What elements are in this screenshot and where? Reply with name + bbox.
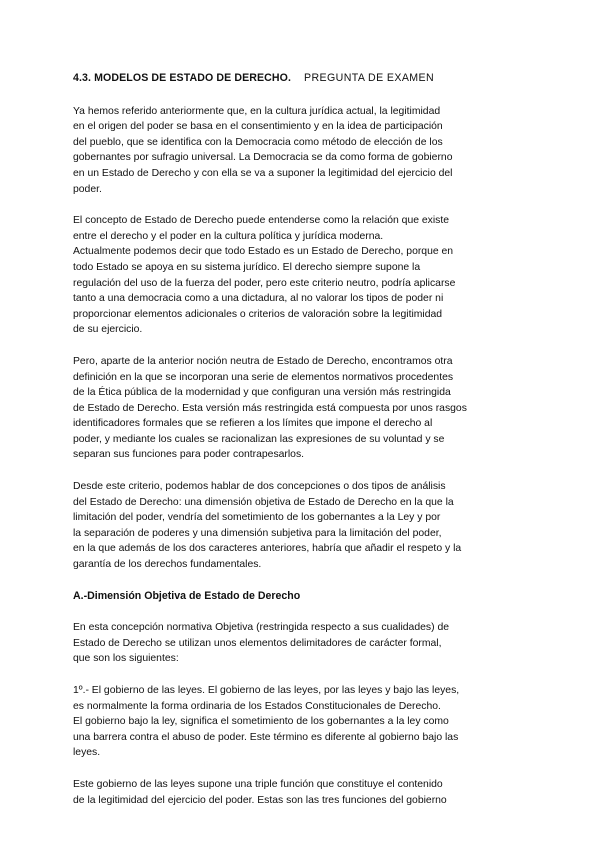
text-line: en la que además de los dos caracteres anteriores, habría que añadir el respeto y la bbox=[73, 543, 462, 555]
document-content bbox=[73, 71, 491, 824]
text-line: poder, y mediante los cuales se racionalizan las expresiones de su voluntad y se bbox=[73, 433, 445, 445]
text-line: separan sus funciones para poder contrapesarlos. bbox=[73, 449, 305, 461]
text-line: del pueblo, que se identifica con la Democracia como método de elección de los bbox=[73, 136, 443, 148]
text-line: El concepto de Estado de Derecho puede entenderse como la relación que existe bbox=[73, 215, 450, 227]
text-line: de la legitimidad del ejercicio del poder. Estas son las tres funciones del gobierno bbox=[73, 794, 447, 806]
text-line: de su ejercicio. bbox=[73, 324, 143, 336]
page-title bbox=[73, 71, 491, 87]
text-line: todo Estado se apoya en su sistema jurídico. El derecho siempre supone la bbox=[73, 261, 421, 273]
text-line: 1º.- El gobierno de las leyes. El gobierno de las leyes, por las leyes y bajo las leyes, bbox=[73, 685, 460, 696]
text-line: gobernantes por sufragio universal. La Democracia se da como forma de gobierno bbox=[73, 152, 453, 164]
text-line: tanto a una democracia como a una dictadura, al no valorar los tipos de poder ni bbox=[73, 293, 444, 305]
text-line: garantía de los derechos fundamentales. bbox=[73, 559, 262, 571]
text-line: Ya hemos referido anteriormente que, en la cultura jurídica actual, la legitimidad bbox=[73, 105, 441, 117]
paragraph-definicion bbox=[73, 354, 491, 463]
text-line: regulación del uso de la fuerza del poder, pero este criterio neutro, podría aplicarse bbox=[73, 277, 456, 289]
text-line: identificadores formales que se refieren a los límites que impone el derecho al bbox=[73, 418, 433, 430]
text-line: El gobierno bajo la ley, significa el sometimiento de los gobernantes a la ley como bbox=[73, 716, 449, 728]
text-line: Pero, aparte de la anterior noción neutra de Estado de Derecho, encontramos otra bbox=[73, 355, 453, 367]
text-line: la separación de poderes y una dimensión subjetiva para la limitación del poder, bbox=[73, 527, 442, 539]
text-line: es normalmente la forma ordinaria de los Estados Constitucionales de Derecho. bbox=[73, 700, 441, 712]
text-line: poder. bbox=[73, 183, 102, 195]
paragraph-gobierno-leyes bbox=[73, 683, 491, 761]
paragraph-triple-funcion bbox=[73, 777, 491, 808]
text-line: Estado de Derecho se utilizan unos elementos delimitadores de carácter formal, bbox=[73, 637, 442, 649]
paragraph-concepto bbox=[73, 213, 491, 338]
text-line: En esta concepción normativa Objetiva (restringida respecto a sus cualidades) de bbox=[73, 622, 449, 634]
text-line: Actualmente podemos decir que todo Estado es un Estado de Derecho, porque en bbox=[73, 246, 454, 258]
text-line: leyes. bbox=[73, 747, 101, 759]
text-line: en un Estado de Derecho y con ella se va a suponer la legitimidad del ejercicio del bbox=[73, 167, 453, 179]
paragraph-legitimidad bbox=[73, 104, 491, 198]
text-line: de Estado de Derecho. Esta versión más restringida está compuesta por unos rasgos bbox=[73, 402, 467, 414]
paragraph-criterio bbox=[73, 479, 491, 573]
text-line: Desde este criterio, podemos hablar de dos concepciones o dos tipos de análisis bbox=[73, 481, 446, 493]
text-line: definición en la que se incorporan una serie de elementos normativos procedentes bbox=[73, 371, 454, 383]
text-line: del Estado de Derecho: una dimensión objetiva de Estado de Derecho en la que la bbox=[73, 496, 454, 508]
text-line: entre el derecho y el poder en la cultura política y jurídica moderna. bbox=[73, 230, 384, 242]
text-line: que son los siguientes: bbox=[73, 653, 179, 665]
paragraph-concepcion-objetiva bbox=[73, 620, 491, 667]
text-line: Este gobierno de las leyes supone una triple función que constituye el contenido bbox=[73, 778, 443, 790]
text-line: proporcionar elementos adicionales o criterios de valoración sobre la legitimidad bbox=[73, 308, 443, 320]
text-line: en el origen del poder se basa en el consentimiento y en la idea de participación bbox=[73, 121, 443, 133]
title-heading: 4.3. MODELOS DE ESTADO DE DERECHO. bbox=[73, 72, 292, 84]
text-line: limitación del poder, vendría del sometimiento de los gobernantes a la Ley y por bbox=[73, 512, 441, 524]
text-line: una barrera contra el abuso de poder. Este término es diferente al gobierno bajo las bbox=[73, 731, 459, 743]
section-heading: A.-Dimensión Objetiva de Estado de Derecho bbox=[73, 589, 301, 602]
exam-question-tag: PREGUNTA DE EXAMEN bbox=[304, 72, 435, 84]
text-line: de la Ética pública de la modernidad y que configuran una versión más restringida bbox=[73, 387, 451, 399]
